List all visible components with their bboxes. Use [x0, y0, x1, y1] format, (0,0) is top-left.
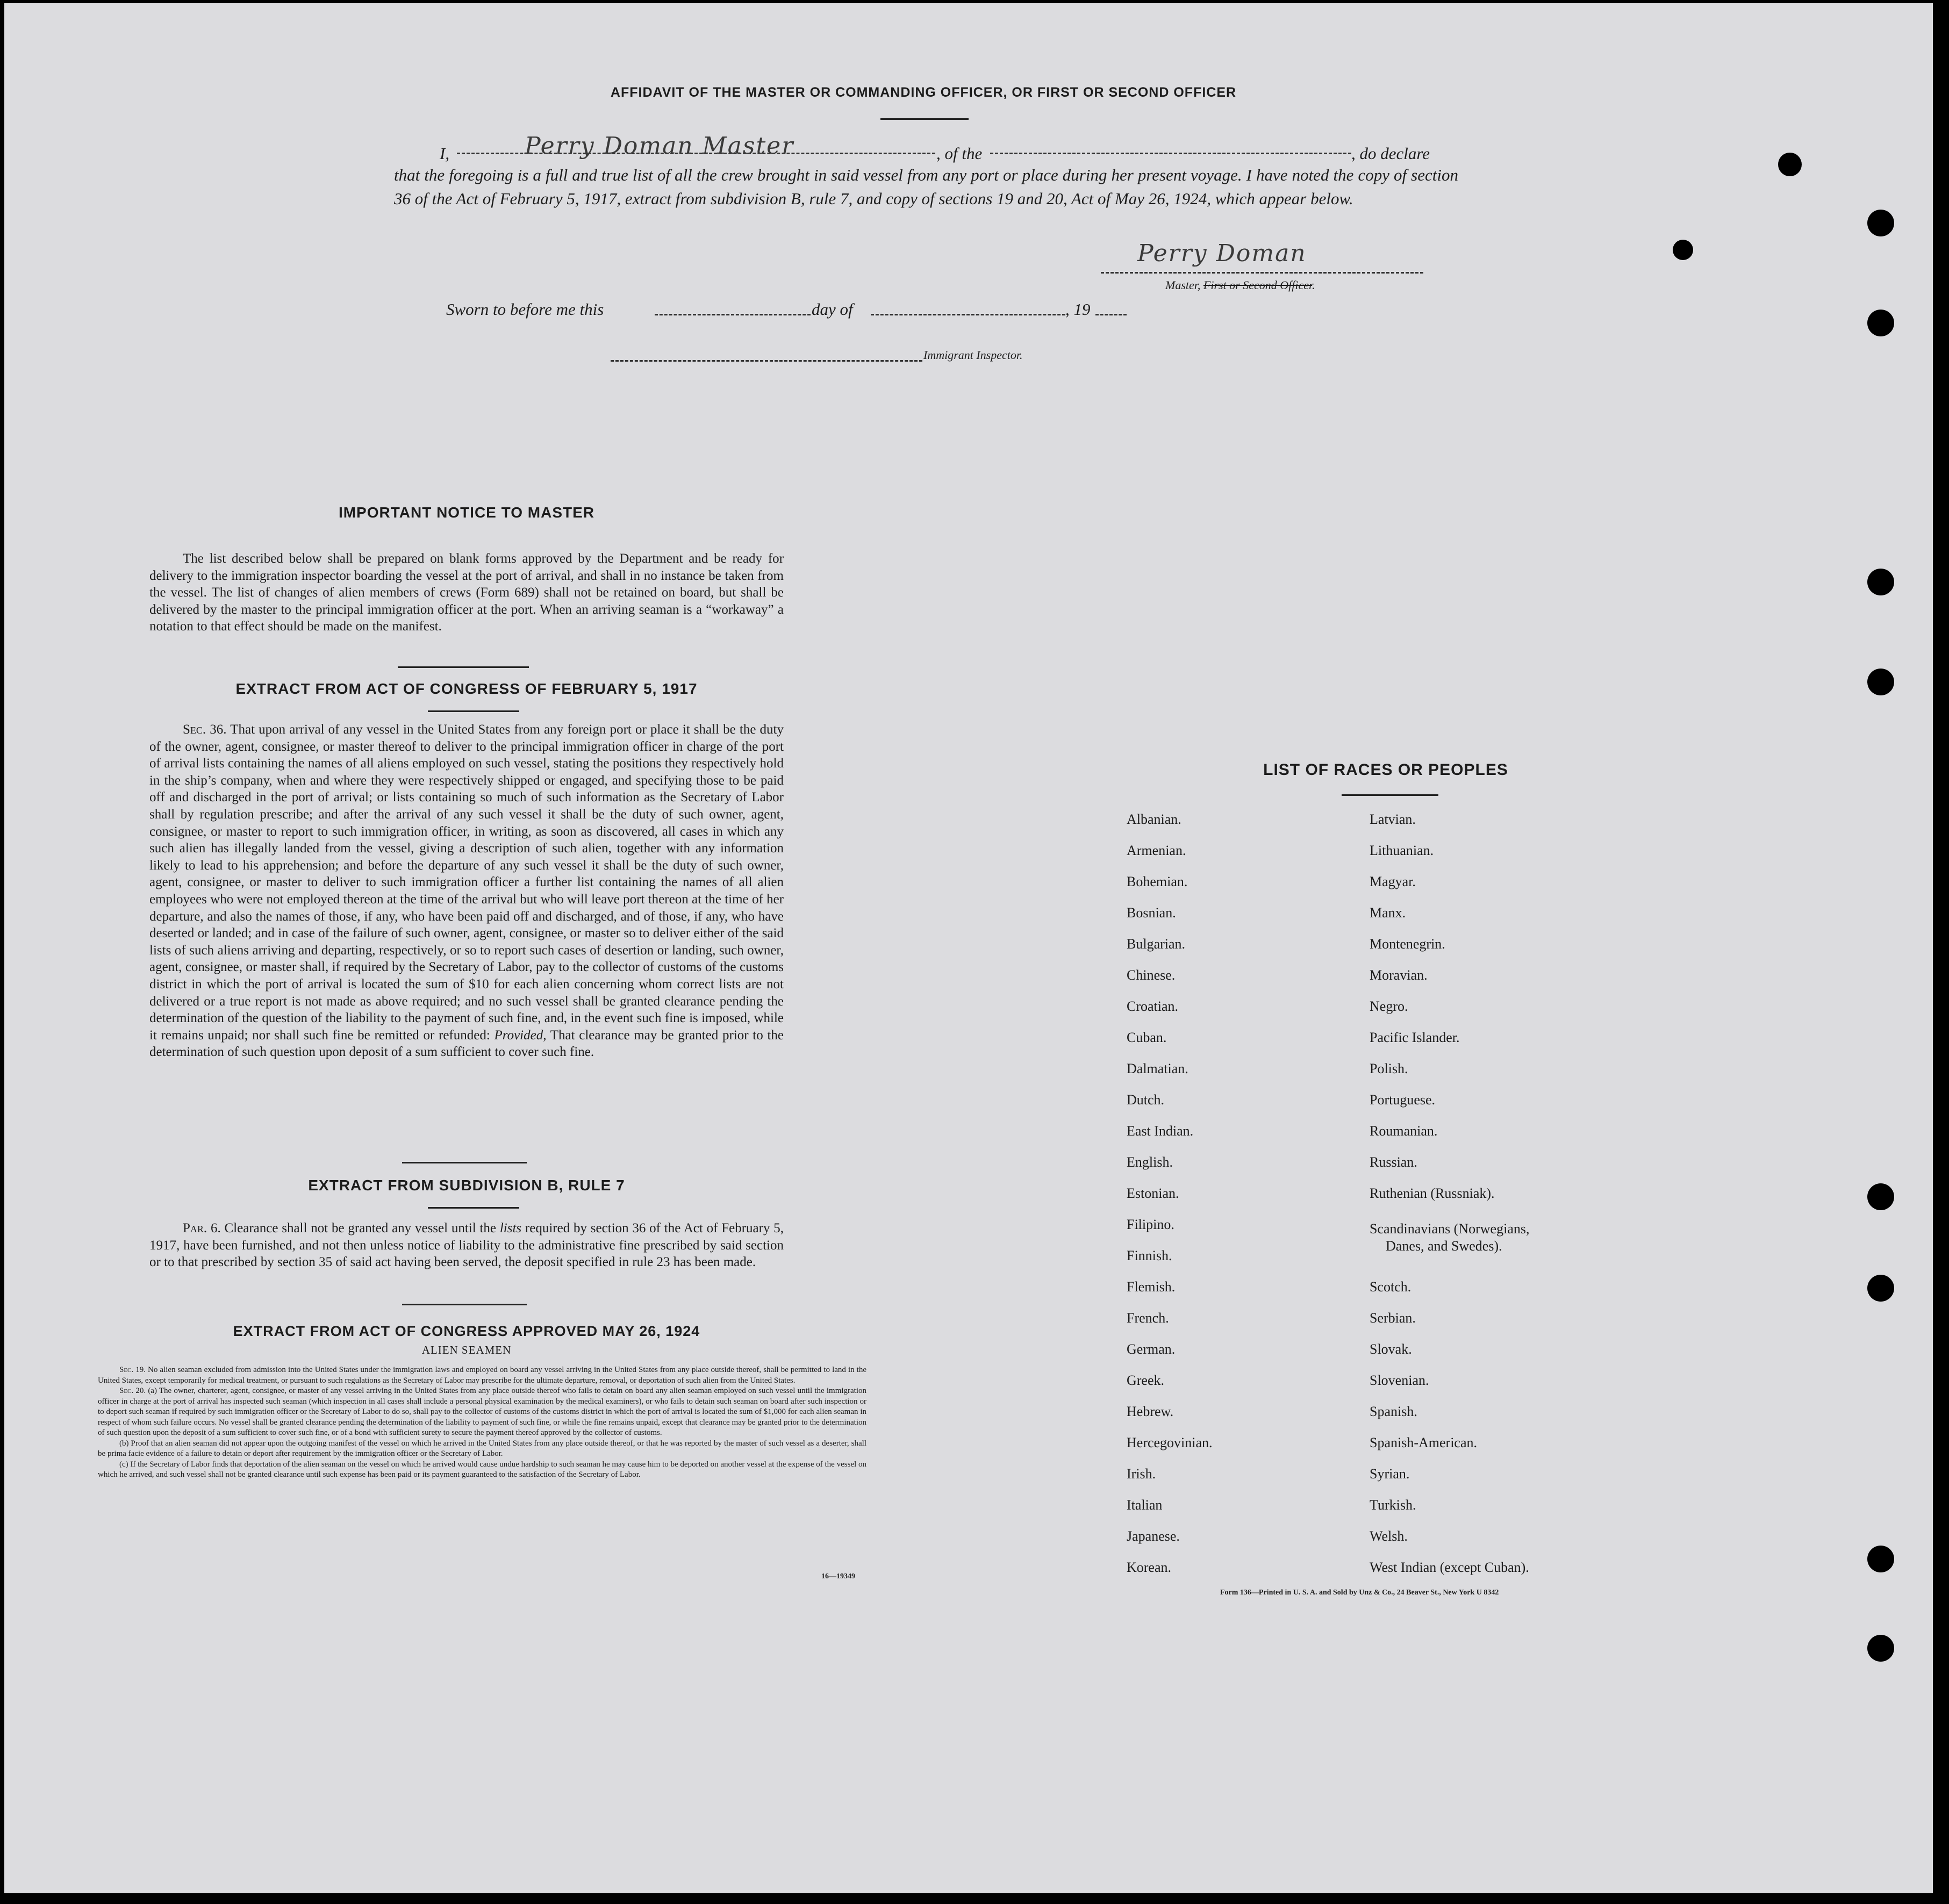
- race-item: Greek.: [1127, 1373, 1165, 1388]
- declaration-of-the: , of the: [936, 144, 983, 163]
- race-item: Moravian.: [1370, 967, 1428, 983]
- race-item: Cuban.: [1127, 1030, 1167, 1045]
- rule7-end-divider: [402, 1304, 527, 1305]
- race-item: Negro.: [1370, 998, 1408, 1014]
- races-heading: LIST OF RACES OR PEOPLES: [1263, 761, 1508, 779]
- race-item: Slovenian.: [1370, 1373, 1429, 1388]
- race-item: Finnish.: [1127, 1248, 1172, 1263]
- struck-officer-text: First or Second Officer: [1203, 278, 1313, 292]
- race-item: English.: [1127, 1154, 1173, 1170]
- race-item: Polish.: [1370, 1061, 1408, 1076]
- race-item: Filipino.: [1127, 1217, 1174, 1232]
- race-item: Spanish.: [1370, 1404, 1417, 1419]
- race-item: Scotch.: [1370, 1279, 1411, 1295]
- race-item: German.: [1127, 1341, 1176, 1357]
- race-item: Armenian.: [1127, 843, 1186, 858]
- race-item: Estonian.: [1127, 1185, 1179, 1201]
- race-item: Syrian.: [1370, 1466, 1410, 1482]
- sec-20c-paragraph: (c) If the Secretary of Labor finds that deportation of the alien seaman on the vessel on which he arrived would cause undue hardship to such seaman he may cause him to be deported on another vessel at the expense of the vessel on which he arrived, and such vessel shall not be granted clearance until such expense has been paid or its payment guaranteed to the satisfaction of the Secretary of Labor.: [98, 1460, 866, 1479]
- extract-1924-heading: EXTRACT FROM ACT OF CONGRESS APPROVED MAY 26, 1924: [233, 1323, 700, 1339]
- race-item: Spanish-American.: [1370, 1435, 1478, 1450]
- sec-19-paragraph: Sec. 19. No alien seaman excluded from admission into the United States under the immigration laws and employed on board any vessel arriving in the United States from any place outside thereof, shall be permitted to land in the United States, except temporarily for medical treatment, or pursuant to such regulations as the Secretary of Labor may prescribe for the ultimate departure, removal, or deportation of such alien from the United States.: [98, 1366, 866, 1385]
- signature-line: [1101, 272, 1423, 274]
- race-item: Dalmatian.: [1127, 1061, 1188, 1076]
- punch-hole: [1867, 1635, 1894, 1662]
- race-item: Flemish.: [1127, 1279, 1176, 1295]
- rule7-divider: [428, 1207, 519, 1209]
- sworn-text-a: Sworn to before me this: [446, 300, 604, 319]
- inspector-caption: Immigrant Inspector.: [923, 348, 1023, 362]
- race-item: Pacific Islander.: [1370, 1030, 1460, 1045]
- race-item: Scandinavians (Norwegians,: [1370, 1221, 1530, 1237]
- punch-hole: [1673, 240, 1693, 260]
- manifest-page: [4, 3, 1933, 1893]
- race-item: Welsh.: [1370, 1528, 1408, 1544]
- title-divider: [880, 118, 969, 120]
- race-item: French.: [1127, 1310, 1169, 1326]
- race-item: Montenegrin.: [1370, 936, 1445, 952]
- par-6-label: Par. 6.: [183, 1221, 221, 1235]
- race-item: Bosnian.: [1127, 905, 1176, 921]
- extract-1917-divider: [428, 710, 519, 712]
- sec-20a-paragraph: Sec. 20. (a) The owner, charterer, agent, consignee, or master of any vessel arriving in the United States from any place outside thereof who fails to detain on board any alien seaman employed on such vessel until the immigration officer in charge at the port of arrival has inspected such seaman (which inspection in all cases shall include a personal physical examination by the medical examiners), or who fails to detain such seaman on board after such inspection or to deport such seaman if required by such immigration officer or the Secretary of Labor to do so, shall pay to the collector of customs of the customs district in which the port of arrival is located the sum of $1,000 for each alien seaman in respect of whom such failure occurs. No vessel shall be granted clearance pending the determination of the liability to payment of such fine, or while the fine remains unpaid, except that clearance may be granted prior to the determination of such question upon the deposit of a sum sufficient to cover such fine, or of a bond with sufficient surety to secure the payment thereof approved by the collector of customs.: [98, 1386, 867, 1437]
- affidavit-title: AFFIDAVIT OF THE MASTER OR COMMANDING OFFICER, OR FIRST OR SECOND OFFICER: [610, 85, 1237, 100]
- punch-hole: [1867, 569, 1894, 595]
- handwritten-master-name: Perry Doman Master: [525, 132, 794, 160]
- race-item: Ruthenian (Russniak).: [1370, 1185, 1495, 1201]
- rule7-text: Par. 6. Clearance shall not be granted any vessel until the lists required by section 36 of the Act of February 5, 1917, have been furnished, and not then unless notice of liability to the administrative fine prescribed by said section or to that prescribed by section 35 of said act having been served, the deposit specified in rule 23 has been made.: [149, 1221, 784, 1270]
- declaration-do-declare: , do declare: [1351, 144, 1430, 163]
- race-item: Chinese.: [1127, 967, 1176, 983]
- race-item: Slovak.: [1370, 1341, 1412, 1357]
- extract-1917-text: Sec. 36. That upon arrival of any vessel in the United States from any foreign port or place it shall be the duty of the owner, agent, consignee, or master thereof to deliver to the principal immigration officer in charge of the port of arrival lists containing the names of all aliens employed on such vessel, stating the positions they respectively hold in the ship’s company, when and where they were respectively shipped or engaged, and specifying those to be paid off and discharged in the port of arrival; or lists containing so much of such information as the Secretary of Labor shall by regulation prescribe; and after the arrival of any such vessel it shall be the duty of such owner, agent, consignee, or master to report to such immigration officer, in writing, as soon as discovered, all cases in which any such alien has illegally landed from the vessel, giving a description of such alien, together with any information likely to lead to his apprehension; and before the departure of any such vessel it shall be the duty of such owner, agent, consignee, or master to deliver to such immigration officer a further list containing the names of all alien employees who were not employed thereon at the time of the arrival but who will leave port thereon at the time of her departure, and also the names of those, if any, who have been paid off and discharged, and of those, if any, who have deserted or landed; and in case of the failure of such owner, agent, consignee, or master so to deliver either of the said lists of such aliens arriving and departing, respectively, or so to report such cases of desertion or landing, such owner, agent, consignee, or master shall, if required by the Secretary of Labor, pay to the collector of customs of the customs district in which the port of arrival is located the sum of $10 for each alien concerning whom correct lists are not delivered or a true report is not made as above required; and no such vessel shall be granted clearance pending the determination of the question of the liability to the payment of such fine, and, in the event such fine is imposed, while it remains unpaid; nor shall such fine be remitted or refunded: Provided, That clearance may be granted prior to the determination of such question upon deposit of a sum sufficient to cover such fine.: [149, 722, 784, 1060]
- declaration-body: that the foregoing is a full and true list of all the crew brought in said vessel from any port or place during her present voyage. I have noted the copy of section 36 of the Act of February 5, 1917, extract from subdivision B, rule 7, and copy of sections 19 and 20, Act of May 26, 1924, which appear below.: [394, 166, 1458, 208]
- punch-hole: [1867, 1546, 1894, 1572]
- race-item: Serbian.: [1370, 1310, 1416, 1326]
- race-item: Croatian.: [1127, 998, 1179, 1014]
- extract-1917-end-divider: [402, 1162, 527, 1163]
- punch-hole: [1867, 210, 1894, 236]
- race-item: Japanese.: [1127, 1528, 1180, 1544]
- race-item: Irish.: [1127, 1466, 1156, 1482]
- print-code: 16—19349: [821, 1572, 855, 1580]
- race-item: Bulgarian.: [1127, 936, 1186, 952]
- race-item: Russian.: [1370, 1154, 1417, 1170]
- extract-1917-heading: EXTRACT FROM ACT OF CONGRESS OF FEBRUARY 5, 1917: [235, 680, 698, 697]
- vessel-blank-line: [990, 153, 1351, 154]
- race-item: West Indian (except Cuban).: [1370, 1560, 1529, 1575]
- punch-hole: [1778, 153, 1802, 176]
- race-item: Dutch.: [1127, 1092, 1165, 1108]
- race-item: Magyar.: [1370, 874, 1416, 889]
- sworn-day-blank: [655, 314, 811, 315]
- notice-heading: IMPORTANT NOTICE TO MASTER: [338, 504, 595, 521]
- punch-hole: [1867, 1275, 1894, 1302]
- declaration-line: [440, 144, 449, 163]
- form-print-note: Form 136—Printed in U. S. A. and Sold by Unz & Co., 24 Beaver St., New York U 8342: [1220, 1589, 1499, 1597]
- inspector-signature-line: [611, 360, 922, 362]
- notice-text: The list described below shall be prepared on blank forms approved by the Department and be ready for delivery to the immigration inspector boarding the vessel at the port of arrival, and shall in no instance be taken from the vessel. The list of changes of alien members of crews (Form 689) shall not be retained on board, but shall be delivered by the master to the principal immigration officer at the port. When an arriving seaman is a “workaway” a notation to that effect should be made on the manifest.: [149, 551, 784, 634]
- race-item: Lithuanian.: [1370, 843, 1434, 858]
- sworn-month-blank: [871, 314, 1065, 315]
- race-item: Roumanian.: [1370, 1123, 1438, 1139]
- punch-hole: [1867, 1183, 1894, 1210]
- sworn-year-blank: [1095, 314, 1127, 315]
- punch-hole: [1867, 669, 1894, 695]
- signature-caption: Master, First or Second Officer.: [1165, 278, 1315, 292]
- race-item: Italian: [1127, 1497, 1163, 1513]
- sec-20b-paragraph: (b) Proof that an alien seaman did not appear upon the outgoing manifest of the vessel on which he arrived in the United States from any place outside thereof, or that he was reported by the master of such vessel as a deserter, shall be prima facie evidence of a failure to detain or deport after requirement by the immigration officer or the Secretary of Labor.: [98, 1439, 866, 1458]
- race-item: East Indian.: [1127, 1123, 1194, 1139]
- race-item: Hercegovinian.: [1127, 1435, 1213, 1450]
- handwritten-signature: Perry Doman: [1137, 240, 1307, 267]
- race-item: Bohemian.: [1127, 874, 1188, 889]
- races-divider: [1342, 794, 1438, 796]
- declaration-i: I,: [440, 144, 450, 163]
- race-item: Albanian.: [1127, 811, 1181, 827]
- race-item: Korean.: [1127, 1560, 1172, 1575]
- race-item: Manx.: [1370, 905, 1406, 921]
- race-item: Portuguese.: [1370, 1092, 1436, 1108]
- extract-1924-text: [98, 1365, 866, 1481]
- alien-seamen-subheading: ALIEN SEAMEN: [421, 1343, 512, 1356]
- race-item-continuation: Danes, and Swedes).: [1386, 1238, 1502, 1254]
- punch-hole: [1867, 310, 1894, 336]
- sworn-text-b: day of: [812, 300, 853, 319]
- race-item: Turkish.: [1370, 1497, 1416, 1513]
- race-item: Latvian.: [1370, 811, 1416, 827]
- race-item: Hebrew.: [1127, 1404, 1174, 1419]
- rule7-heading: EXTRACT FROM SUBDIVISION B, RULE 7: [308, 1177, 625, 1194]
- sworn-text-c: , 19: [1065, 300, 1091, 319]
- notice-divider: [398, 666, 529, 668]
- sec-36-label: Sec. 36.: [183, 722, 227, 737]
